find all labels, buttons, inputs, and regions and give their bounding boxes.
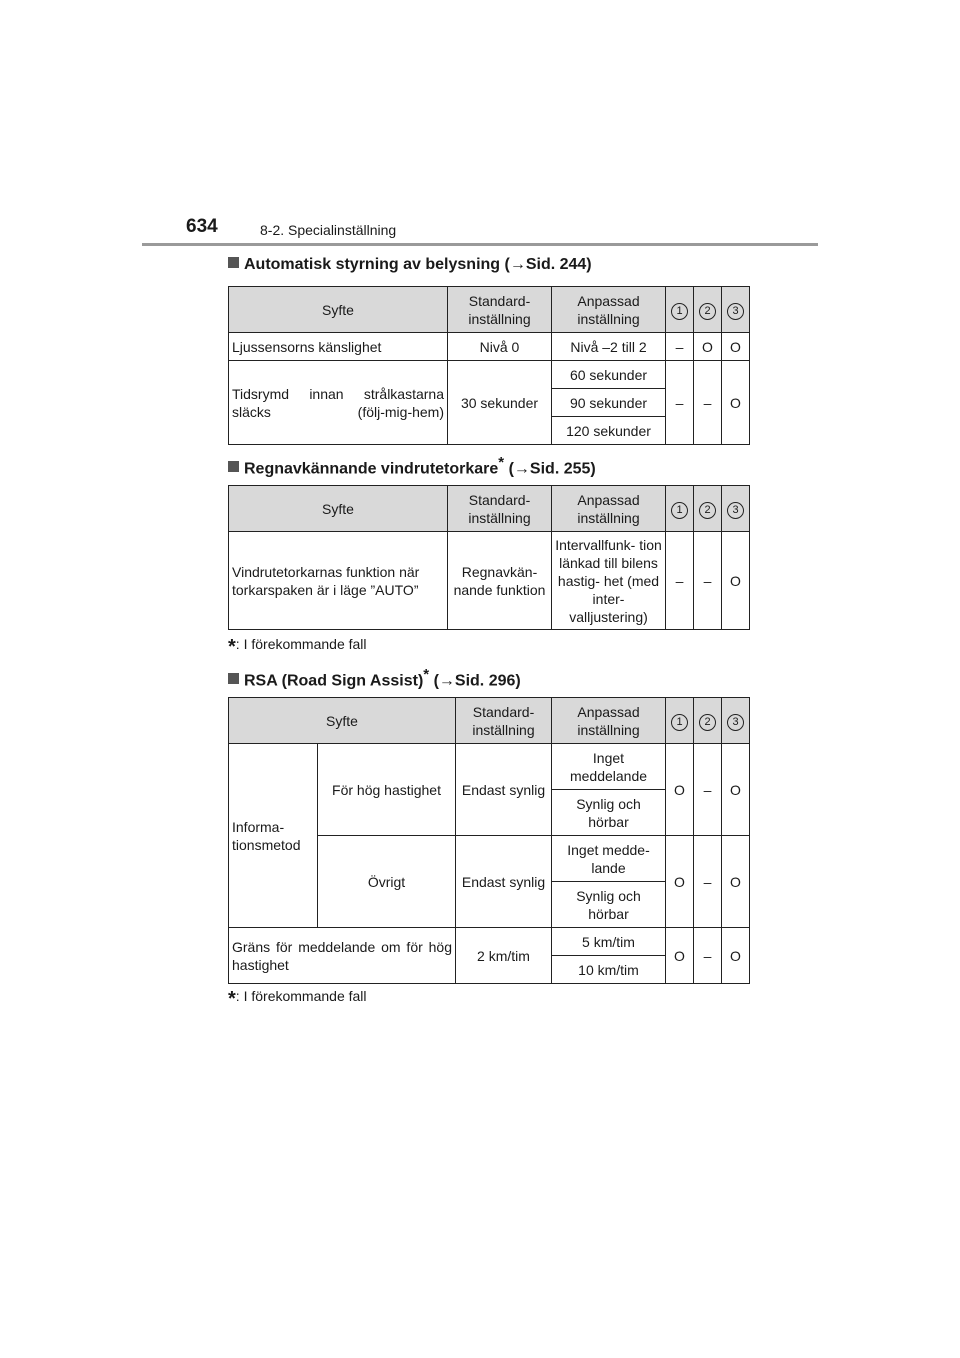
footnote: *: I förekommande fall <box>228 988 367 1010</box>
table-row: Ljussensorns känslighet Nivå 0 Nivå –2 till 2 – O O <box>229 333 750 361</box>
table-row: Gräns för meddelande om för hög hastighet 2 km/tim 5 km/tim O – O <box>229 928 750 956</box>
table-row: Tidsrymd innan strålkastarna släcks (följ-mig-hem) 30 sekunder 60 sekunder – – O <box>229 361 750 389</box>
page-number: 634 <box>186 216 218 237</box>
circled-3-icon: 3 <box>727 502 744 519</box>
table-rsa: Syfte Standard- inställning Anpassad inställning 1 2 3 Informa- tionsmetod För hög hastighet Endast synlig Inget meddelande O – O Synlig och hörbar Övrigt Endast synlig Inget medde- lande O – O Synlig och hörbar Gräns för meddelande om för hög hastighet 2 km/tim 5 km/tim O – O 10 km/tim <box>228 697 750 984</box>
circled-2-icon: 2 <box>699 502 716 519</box>
circled-1-icon: 1 <box>671 303 688 320</box>
section-heading-lighting: Automatisk styrning av belysning (→Sid. 244) <box>228 256 592 274</box>
table-lighting: Syfte Standard- inställning Anpassad inställning 1 2 3 Ljussensorns känslighet Nivå 0 Nivå –2 till 2 – O O Tidsrymd innan strålkastarna släcks (följ-mig-hem) 30 sekunder 60 sekunder – – O 90 sekunder 120 sekunder <box>228 286 750 445</box>
table-row: Vindrutetorkarnas funktion när torkarspaken är i läge ”AUTO” Regnavkän- nande funktion Intervallfunk- tion länkad till bilens hastig- het (med inter- valljustering) – – O <box>229 532 750 630</box>
col-standard: Standard- inställning <box>456 698 552 744</box>
square-bullet-icon <box>228 673 239 684</box>
square-bullet-icon <box>228 461 239 472</box>
col-syfte: Syfte <box>229 287 448 333</box>
square-bullet-icon <box>228 257 239 268</box>
chapter-title: 8-2. Specialinställning <box>260 222 397 238</box>
header-rule <box>142 243 818 246</box>
circled-3-icon: 3 <box>727 303 744 320</box>
col-anpassad: Anpassad inställning <box>552 287 666 333</box>
table-wipers <box>228 485 750 630</box>
col-standard: Standard- inställning <box>448 287 552 333</box>
circled-1-icon: 1 <box>671 502 688 519</box>
table-row: Övrigt Endast synlig Inget medde- lande O – O <box>229 836 750 882</box>
circled-2-icon: 2 <box>699 714 716 731</box>
footnote: *: I förekommande fall <box>228 636 367 658</box>
section-heading-rsa: RSA (Road Sign Assist)* (→Sid. 296) <box>228 666 521 690</box>
col-standard: Standard- inställning <box>448 486 552 532</box>
table-row: Informa- tionsmetod För hög hastighet Endast synlig Inget meddelande O – O <box>229 744 750 790</box>
circled-1-icon: 1 <box>671 714 688 731</box>
col-syfte: Syfte <box>229 698 456 744</box>
circled-3-icon: 3 <box>727 714 744 731</box>
section-heading-wipers: Regnavkännande vindrutetorkare* (→Sid. 255) <box>228 454 596 478</box>
col-syfte: Syfte <box>229 486 448 532</box>
circled-2-icon: 2 <box>699 303 716 320</box>
col-anpassad: Anpassad inställning <box>552 486 666 532</box>
col-anpassad: Anpassad inställning <box>552 698 666 744</box>
